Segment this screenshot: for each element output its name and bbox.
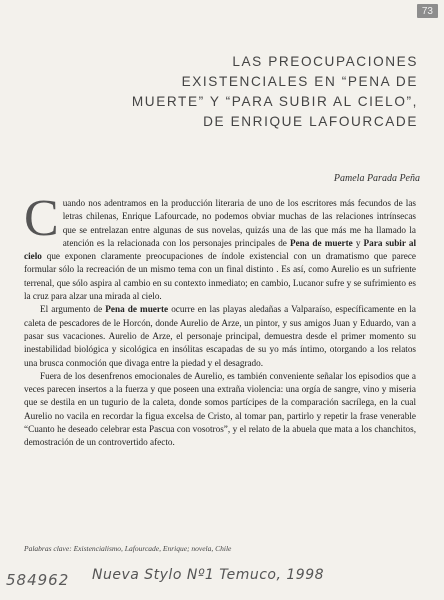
book-title: Pena de muerte (289, 237, 353, 248)
source-note: Nueva Stylo Nº1 Temuco, 1998 (92, 567, 325, 583)
title-line: EXISTENCIALES EN “PENA DE (181, 74, 418, 89)
book-title: Para subir al cielo (24, 237, 417, 262)
handwritten-annotation (0, 565, 444, 595)
author-name: Pamela Parada Peña (333, 173, 420, 184)
book-title: Pena de muerte (105, 304, 169, 315)
title-line: DE ENRIQUE LAFOURCADE (203, 114, 418, 129)
paragraph-3: Fuera de los desenfrenos emocionales de Aurelio, es también conveniente señalar los episodios que a veces parecen insertos a la fuerza y que poseen una extraña violencia: una orgía de sangre, vino y miseria que se destila en un tugurio de la caleta, donde somos partícipes de la comparación sacrílega, en la cual Aurelio no vacila en recordar la figua excelsa de Cristo, al tomar pan, partirlo y repetir la frase venerable “Cuanto he deseado celebrar esta Pascua con vosotros”, y el relato de la abuela que mata a los chanchitos, demostración de un controvertido afecto. (24, 370, 416, 448)
paragraph-2: El argumento de Pena de muerte ocurre en las playas aledañas a Valparaíso, específicamente en la caleta de pescadores de le Horcón, donde Aurelio de Arze, un pintor, y sus amigos Juan y Eduardo, van a pasar sus vacaciones. Aurelio de Arze, el personaje principal, demuestra desde el primer momento su inestabilidad biológica y sicológica en insólitas escapadas de su yo más íntimo, otorgando a los relatos una brusca conmoción que divaga entre la piedad y el desagrado. (24, 304, 416, 368)
article-title (18, 52, 418, 132)
title-line: LAS PREOCUPACIONES (232, 54, 418, 69)
drop-cap: C (24, 190, 59, 247)
catalog-id: 584962 (6, 571, 70, 589)
title-line: MUERTE” Y “PARA SUBIR AL CIELO”, (131, 94, 418, 109)
article-body (24, 190, 417, 450)
keywords: Palabras clave: Existencialismo, Lafourcade, Enrique; novela, Chile (24, 544, 232, 553)
paragraph-1: Cuando nos adentramos en la producción literaria de uno de los escritores más fecundos de las letras chilenas, Enrique Lafourcade, no podemos obviar muchas de las relaciones intrínsecas que se entrelazan entre algunas de sus novelas, quizás una de las que más me ha llamado la atención es la relacionada con los personajes principales de Pena de muerte y Para subir al cielo que exponen claramente preocupaciones de índole existencial con un dramatismo que parece formular sólo la recreación de un mismo tema con un final distinto . Es así, como Aurelio es un sufriente terrenal, que sólo aspira al cambio en su contexto inmediato; en cambio, Lucanor sufre y se sufrimiento es la cruz para alzar una mirada al cielo. (24, 190, 417, 302)
page-number: 73 (417, 4, 438, 18)
